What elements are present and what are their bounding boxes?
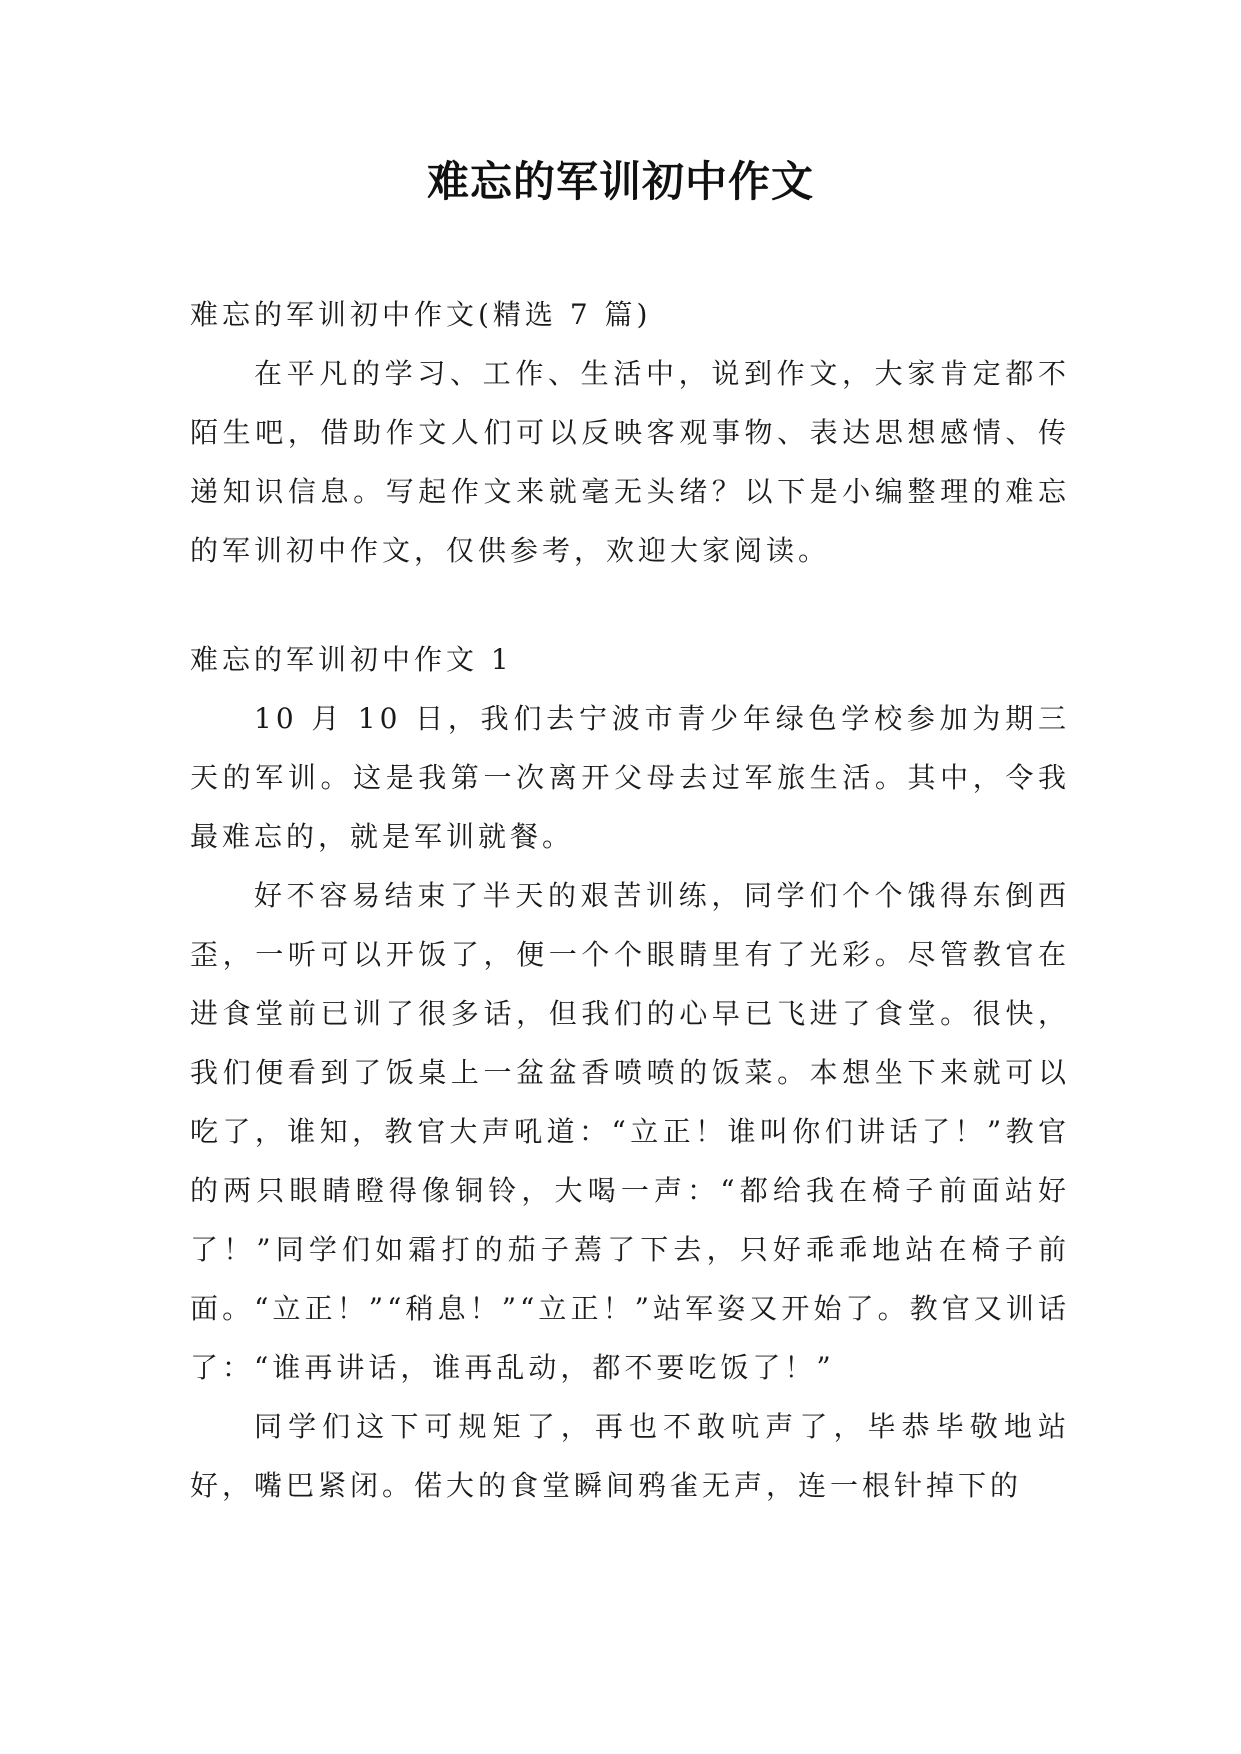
- document-body: [190, 285, 1070, 1515]
- section-spacer: [190, 580, 1070, 630]
- subtitle: 难忘的军训初中作文(精选 7 篇): [190, 298, 652, 331]
- section-heading: 难忘的军训初中作文 1: [190, 643, 513, 676]
- intro-paragraph: 在平凡的学习、工作、生活中，说到作文，大家肯定都不陌生吧，借助作文人们可以反映客观事物、表达思想感情、传递知识信息。写起作文来就毫无头绪？以下是小编整理的难忘的军训初中作文，仅供参考，欢迎大家阅读。: [190, 357, 1070, 567]
- body-paragraph: 10 月 10 日，我们去宁波市青少年绿色学校参加为期三天的军训。这是我第一次离开父母去过军旅生活。其中，令我最难忘的，就是军训就餐。: [190, 702, 1070, 853]
- body-paragraph: 同学们这下可规矩了，再也不敢吭声了，毕恭毕敬地站好，嘴巴紧闭。偌大的食堂瞬间鸦雀无声，连一根针掉下的: [190, 1410, 1070, 1502]
- page-title: 难忘的军训初中作文: [426, 157, 814, 206]
- body-paragraph: 好不容易结束了半天的艰苦训练，同学们个个饿得东倒西歪，一听可以开饭了，便一个个眼睛里有了光彩。尽管教官在进食堂前已训了很多话，但我们的心早已飞进了食堂。很快，我们便看到了饭桌上一盆盆香喷喷的饭菜。本想坐下来就可以吃了，谁知，教官大声吼道：“立正！谁叫你们讲话了！”教官的两只眼睛瞪得像铜铃，大喝一声：“都给我在椅子前面站好了！”同学们如霜打的茄子蔫了下去，只好乖乖地站在椅子前面。“立正！”“稍息！”“立正！”站军姿又开始了。教官又训话了：“谁再讲话，谁再乱动，都不要吃饭了！”: [190, 879, 1070, 1384]
